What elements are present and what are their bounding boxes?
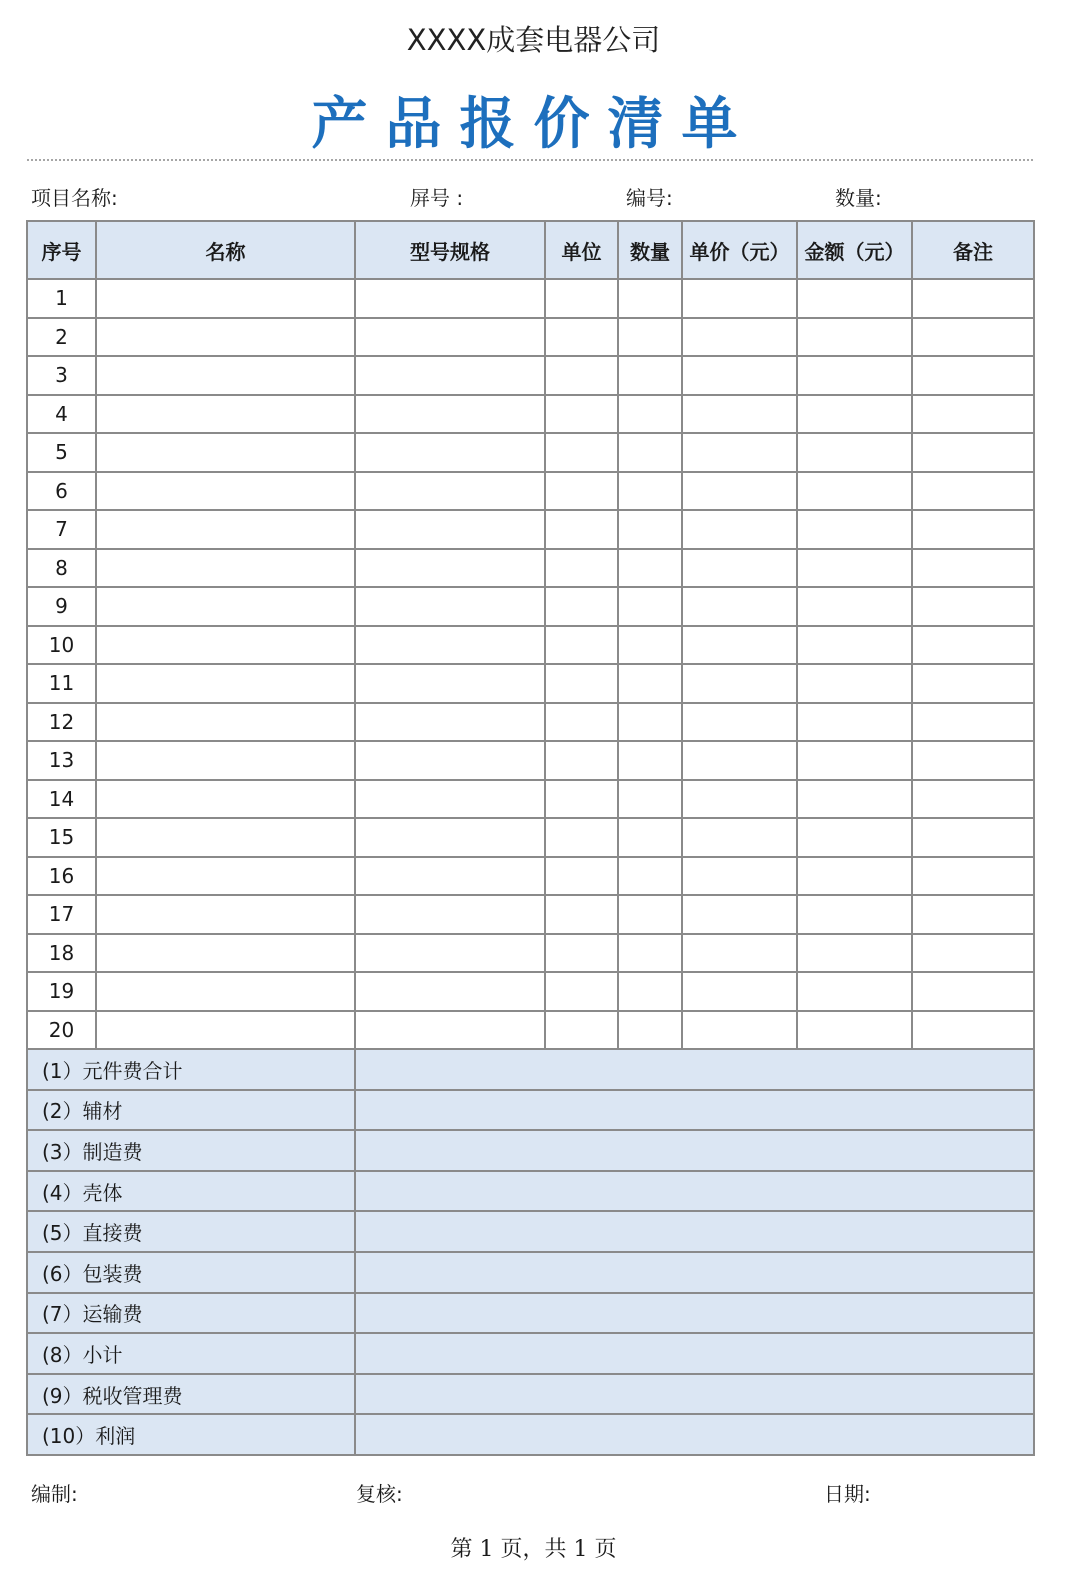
table-cell xyxy=(545,934,618,973)
table-cell xyxy=(96,1011,355,1050)
table-cell xyxy=(682,818,797,857)
row-index: 6 xyxy=(27,472,96,511)
table-cell xyxy=(682,857,797,896)
table-cell xyxy=(797,626,912,665)
table-cell xyxy=(545,279,618,318)
summary-value xyxy=(355,1333,1034,1374)
table-cell xyxy=(545,818,618,857)
header-index: 序号 xyxy=(27,221,96,279)
table-cell xyxy=(618,857,682,896)
summary-label: (5）直接费 xyxy=(27,1211,355,1252)
table-cell xyxy=(797,741,912,780)
table-row xyxy=(27,664,1034,703)
table-cell xyxy=(797,664,912,703)
summary-label: (2）辅材 xyxy=(27,1090,355,1131)
table-cell xyxy=(96,626,355,665)
table-cell xyxy=(912,664,1034,703)
table-row xyxy=(27,395,1034,434)
table-cell xyxy=(618,703,682,742)
table-row xyxy=(27,549,1034,588)
summary-row xyxy=(27,1211,1034,1252)
table-cell xyxy=(912,934,1034,973)
page-number: 第 1 页，共 1 页 xyxy=(450,1537,617,1562)
table-cell xyxy=(545,972,618,1011)
table-cell xyxy=(96,395,355,434)
table-cell xyxy=(618,356,682,395)
table-cell xyxy=(618,664,682,703)
row-index: 2 xyxy=(27,318,96,357)
table-row xyxy=(27,472,1034,511)
table-cell xyxy=(682,549,797,588)
table-cell xyxy=(912,626,1034,665)
table-cell xyxy=(618,318,682,357)
header-name: 名称 xyxy=(96,221,355,279)
table-cell xyxy=(682,1011,797,1050)
summary-row xyxy=(27,1090,1034,1131)
table-cell xyxy=(96,279,355,318)
summary-value xyxy=(355,1374,1034,1415)
summary-label: (9）税收管理费 xyxy=(27,1374,355,1415)
table-cell xyxy=(355,549,545,588)
table-cell xyxy=(545,703,618,742)
table-cell xyxy=(797,279,912,318)
table-cell xyxy=(682,356,797,395)
table-cell xyxy=(355,356,545,395)
summary-label: (8）小计 xyxy=(27,1333,355,1374)
table-cell xyxy=(545,664,618,703)
table-cell xyxy=(355,626,545,665)
table-cell xyxy=(682,972,797,1011)
summary-label: (1）元件费合计 xyxy=(27,1049,355,1090)
table-row xyxy=(27,934,1034,973)
table-cell xyxy=(797,356,912,395)
table-cell xyxy=(355,318,545,357)
table-row xyxy=(27,626,1034,665)
table-cell xyxy=(96,780,355,819)
table-cell xyxy=(797,818,912,857)
table-cell xyxy=(682,895,797,934)
table-cell xyxy=(912,857,1034,896)
row-index: 20 xyxy=(27,1011,96,1050)
summary-row xyxy=(27,1414,1034,1455)
table-cell xyxy=(682,279,797,318)
table-row xyxy=(27,818,1034,857)
table-cell xyxy=(96,472,355,511)
table-cell xyxy=(545,433,618,472)
table-cell xyxy=(96,703,355,742)
table-row xyxy=(27,356,1034,395)
table-cell xyxy=(912,895,1034,934)
summary-value xyxy=(355,1130,1034,1171)
summary-value xyxy=(355,1293,1034,1334)
summary-label: (7）运输费 xyxy=(27,1293,355,1334)
table-cell xyxy=(545,587,618,626)
table-cell xyxy=(682,395,797,434)
header-amount: 金额（元） xyxy=(797,221,912,279)
table-cell xyxy=(618,895,682,934)
table-row xyxy=(27,780,1034,819)
table-cell xyxy=(797,433,912,472)
table-cell xyxy=(545,741,618,780)
table-cell xyxy=(912,703,1034,742)
table-cell xyxy=(96,664,355,703)
table-cell xyxy=(618,395,682,434)
row-index: 11 xyxy=(27,664,96,703)
table-cell xyxy=(96,356,355,395)
table-cell xyxy=(618,818,682,857)
table-cell xyxy=(797,972,912,1011)
table-cell xyxy=(96,972,355,1011)
summary-row xyxy=(27,1293,1034,1334)
table-cell xyxy=(355,972,545,1011)
header-remark: 备注 xyxy=(912,221,1034,279)
table-cell xyxy=(682,318,797,357)
table-row xyxy=(27,318,1034,357)
summary-row xyxy=(27,1130,1034,1171)
table-cell xyxy=(96,549,355,588)
summary-row xyxy=(27,1374,1034,1415)
table-row xyxy=(27,1011,1034,1050)
row-index: 3 xyxy=(27,356,96,395)
table-row xyxy=(27,279,1034,318)
table-cell xyxy=(618,510,682,549)
table-cell xyxy=(912,818,1034,857)
table-cell xyxy=(355,510,545,549)
row-index: 19 xyxy=(27,972,96,1011)
table-cell xyxy=(96,895,355,934)
table-cell xyxy=(96,857,355,896)
table-cell xyxy=(96,318,355,357)
editor-label: 编制: xyxy=(31,1482,78,1506)
table-cell xyxy=(355,741,545,780)
table-cell xyxy=(355,664,545,703)
table-cell xyxy=(618,587,682,626)
table-cell xyxy=(618,780,682,819)
table-cell xyxy=(96,934,355,973)
table-cell xyxy=(912,318,1034,357)
summary-row xyxy=(27,1252,1034,1293)
table-cell xyxy=(797,510,912,549)
table-cell xyxy=(682,472,797,511)
table-cell xyxy=(618,741,682,780)
summary-row xyxy=(27,1171,1034,1212)
summary-value xyxy=(355,1171,1034,1212)
review-label: 复核: xyxy=(356,1482,403,1506)
table-row xyxy=(27,741,1034,780)
table-cell xyxy=(618,934,682,973)
row-index: 17 xyxy=(27,895,96,934)
table-cell xyxy=(912,587,1034,626)
table-cell xyxy=(618,433,682,472)
table-cell xyxy=(96,510,355,549)
date-label: 日期: xyxy=(824,1482,871,1506)
table-cell xyxy=(912,972,1034,1011)
table-cell xyxy=(545,549,618,588)
table-cell xyxy=(797,857,912,896)
summary-value xyxy=(355,1211,1034,1252)
table-row xyxy=(27,703,1034,742)
summary-value xyxy=(355,1252,1034,1293)
table-cell xyxy=(797,1011,912,1050)
screen-number-label: 屏号 : xyxy=(410,186,464,210)
row-index: 12 xyxy=(27,703,96,742)
table-cell xyxy=(912,741,1034,780)
table-cell xyxy=(682,664,797,703)
table-cell xyxy=(797,895,912,934)
table-cell xyxy=(545,626,618,665)
table-cell xyxy=(545,318,618,357)
row-index: 16 xyxy=(27,857,96,896)
table-row xyxy=(27,895,1034,934)
row-index: 18 xyxy=(27,934,96,973)
table-cell xyxy=(912,472,1034,511)
table-cell xyxy=(797,587,912,626)
header-quantity: 数量 xyxy=(618,221,682,279)
table-cell xyxy=(797,395,912,434)
summary-label: (10）利润 xyxy=(27,1414,355,1455)
table-cell xyxy=(618,549,682,588)
table-cell xyxy=(618,972,682,1011)
table-cell xyxy=(355,472,545,511)
table-cell xyxy=(96,433,355,472)
header-model: 型号规格 xyxy=(355,221,545,279)
table-row xyxy=(27,587,1034,626)
table-cell xyxy=(545,857,618,896)
row-index: 13 xyxy=(27,741,96,780)
table-cell xyxy=(355,433,545,472)
row-index: 15 xyxy=(27,818,96,857)
table-cell xyxy=(355,818,545,857)
table-cell xyxy=(797,549,912,588)
table-cell xyxy=(355,395,545,434)
row-index: 7 xyxy=(27,510,96,549)
table-cell xyxy=(96,818,355,857)
summary-row xyxy=(27,1049,1034,1090)
row-index: 4 xyxy=(27,395,96,434)
table-row xyxy=(27,433,1034,472)
row-index: 9 xyxy=(27,587,96,626)
table-cell xyxy=(355,857,545,896)
table-cell xyxy=(682,741,797,780)
table-cell xyxy=(682,934,797,973)
table-cell xyxy=(355,703,545,742)
document-title: 产品报价清单 xyxy=(311,92,756,157)
table-cell xyxy=(797,780,912,819)
code-label: 编号: xyxy=(626,186,673,210)
header-unit: 单位 xyxy=(545,221,618,279)
table-row xyxy=(27,510,1034,549)
summary-value xyxy=(355,1049,1034,1090)
table-cell xyxy=(797,318,912,357)
row-index: 14 xyxy=(27,780,96,819)
table-cell xyxy=(545,780,618,819)
table-cell xyxy=(912,433,1034,472)
quantity-label: 数量: xyxy=(835,186,882,210)
table-cell xyxy=(355,279,545,318)
table-cell xyxy=(618,626,682,665)
table-cell xyxy=(355,1011,545,1050)
row-index: 10 xyxy=(27,626,96,665)
table-cell xyxy=(355,934,545,973)
header-unit-price: 单价（元） xyxy=(682,221,797,279)
summary-label: (4）壳体 xyxy=(27,1171,355,1212)
table-cell xyxy=(618,279,682,318)
table-cell xyxy=(355,587,545,626)
table-cell xyxy=(912,279,1034,318)
table-cell xyxy=(682,703,797,742)
table-cell xyxy=(797,934,912,973)
table-cell xyxy=(682,780,797,819)
table-cell xyxy=(96,587,355,626)
quote-table xyxy=(26,220,1035,1456)
table-cell xyxy=(912,510,1034,549)
company-name: XXXX成套电器公司 xyxy=(406,23,661,57)
summary-value xyxy=(355,1414,1034,1455)
table-cell xyxy=(797,472,912,511)
table-cell xyxy=(682,433,797,472)
table-cell xyxy=(682,510,797,549)
table-cell xyxy=(912,549,1034,588)
row-index: 8 xyxy=(27,549,96,588)
dotted-divider xyxy=(27,159,1033,161)
table-cell xyxy=(618,1011,682,1050)
table-cell xyxy=(912,1011,1034,1050)
table-cell xyxy=(912,395,1034,434)
table-cell xyxy=(682,587,797,626)
table-cell xyxy=(96,741,355,780)
table-cell xyxy=(545,510,618,549)
table-cell xyxy=(545,895,618,934)
table-cell xyxy=(355,780,545,819)
summary-row xyxy=(27,1333,1034,1374)
table-header-row xyxy=(27,221,1034,279)
table-cell xyxy=(682,626,797,665)
table-row xyxy=(27,972,1034,1011)
table-cell xyxy=(545,395,618,434)
table-row xyxy=(27,857,1034,896)
table-cell xyxy=(618,472,682,511)
table-cell xyxy=(545,1011,618,1050)
table-cell xyxy=(912,780,1034,819)
table-cell xyxy=(355,895,545,934)
table-cell xyxy=(545,356,618,395)
summary-value xyxy=(355,1090,1034,1131)
table-cell xyxy=(797,703,912,742)
project-name-label: 项目名称: xyxy=(31,186,118,210)
table-cell xyxy=(545,472,618,511)
row-index: 1 xyxy=(27,279,96,318)
row-index: 5 xyxy=(27,433,96,472)
table-cell xyxy=(912,356,1034,395)
summary-label: (3）制造费 xyxy=(27,1130,355,1171)
summary-label: (6）包装费 xyxy=(27,1252,355,1293)
